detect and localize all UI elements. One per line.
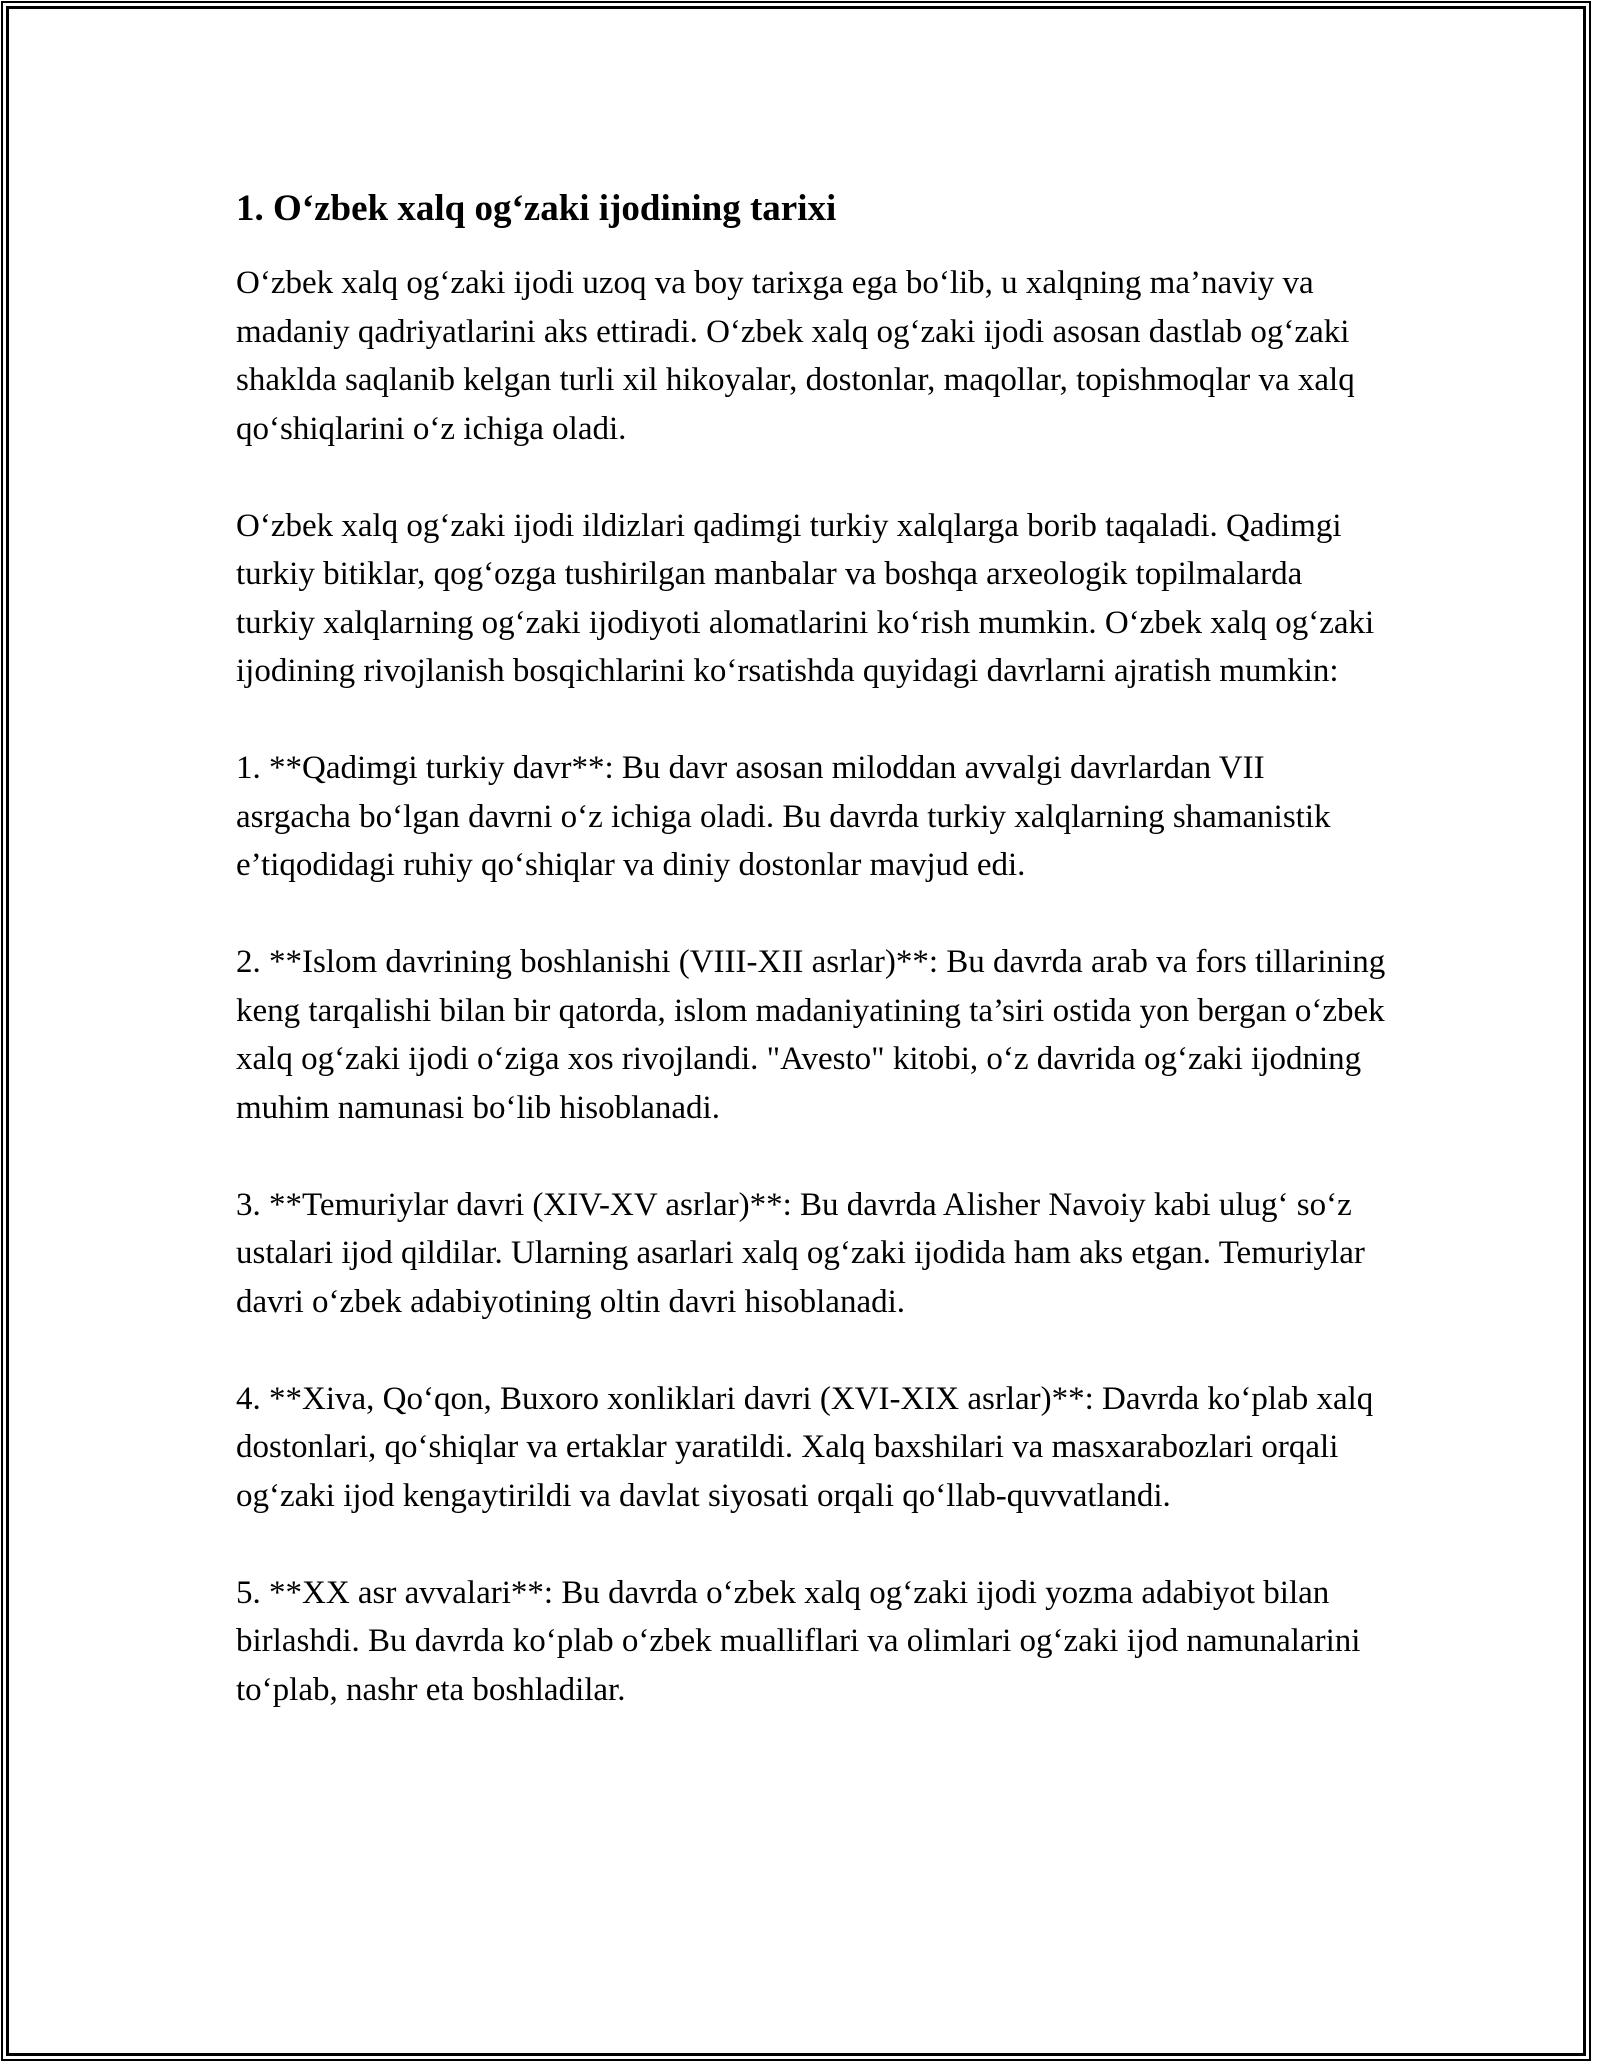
list-item-period-1: 1. **Qadimgi turkiy davr**: Bu davr asosan miloddan avvalgi davrlardan VII asrgacha bo‘lgan davrni o‘z ichiga oladi. Bu davrda turkiy xalqlarning shamanistik e’tiqodidagi ruhiy qo‘shiqlar va diniy dostonlar mavjud edi. — [236, 750, 1331, 883]
paragraph-roots: O‘zbek xalq og‘zaki ijodi ildizlari qadimgi turkiy xalqlarga borib taqaladi. Qadimgi turkiy bitiklar, qog‘ozga tushirilgan manbalar va boshqa arxeologik topilmalarda turkiy xalqlarning og‘zaki ijodiyoti alomatlarini ko‘rish mumkin. O‘zbek xalq og‘zaki ijodining rivojlanish bosqichlarini ko‘rsatishda quyidagi davrlarni ajratish mumkin: — [236, 507, 1375, 689]
document-title: 1. O‘zbek xalq og‘zaki ijodining tarixi — [236, 188, 837, 229]
paragraph-intro: O‘zbek xalq og‘zaki ijodi uzoq va boy tarixga ega bo‘lib, u xalqning ma’naviy va madaniy qadriyatlarini aks ettiradi. O‘zbek xalq og‘zaki ijodi asosan dastlab og‘zaki shaklda saqlanib kelgan turli xil hikoyalar, dostonlar, maqollar, topishmoqlar va xalq qo‘shiqlarini o‘z ichiga oladi. — [236, 265, 1355, 447]
document-body — [236, 185, 1386, 1714]
list-item-period-2: 2. **Islom davrining boshlanishi (VIII-XII asrlar)**: Bu davrda arab va fors tillarining keng tarqalishi bilan bir qatorda, islom madaniyatining ta’siri ostida yon bergan o‘zbek xalq og‘zaki ijodi o‘ziga xos rivojlandi. "Avesto" kitobi, o‘z davrida og‘zaki ijodning muhim namunasi bo‘lib hisoblanadi. — [236, 944, 1386, 1126]
list-item-period-5: 5. **XX asr avvalari**: Bu davrda o‘zbek xalq og‘zaki ijodi yozma adabiyot bilan birlashdi. Bu davrda ko‘plab o‘zbek mualliflari va olimlari og‘zaki ijod namunalarini to‘plab, nashr eta boshladilar. — [236, 1574, 1361, 1708]
list-item-period-3: 3. **Temuriylar davri (XIV-XV asrlar)**: Bu davrda Alisher Navoiy kabi ulug‘ so‘z ustalari ijod qildilar. Ularning asarlari xalq og‘zaki ijodida ham aks etgan. Temuriylar davri o‘zbek adabiyotining oltin davri hisoblanadi. — [236, 1186, 1365, 1320]
list-item-period-4: 4. **Xiva, Qo‘qon, Buxoro xonliklari davri (XVI-XIX asrlar)**: Davrda ko‘plab xalq dostonlari, qo‘shiqlar va ertaklar yaratildi. Xalq baxshilari va masxarabozlari orqali og‘zaki ijod kengaytirildi va davlat siyosati orqali qo‘llab-quvvatlandi. — [236, 1380, 1374, 1514]
